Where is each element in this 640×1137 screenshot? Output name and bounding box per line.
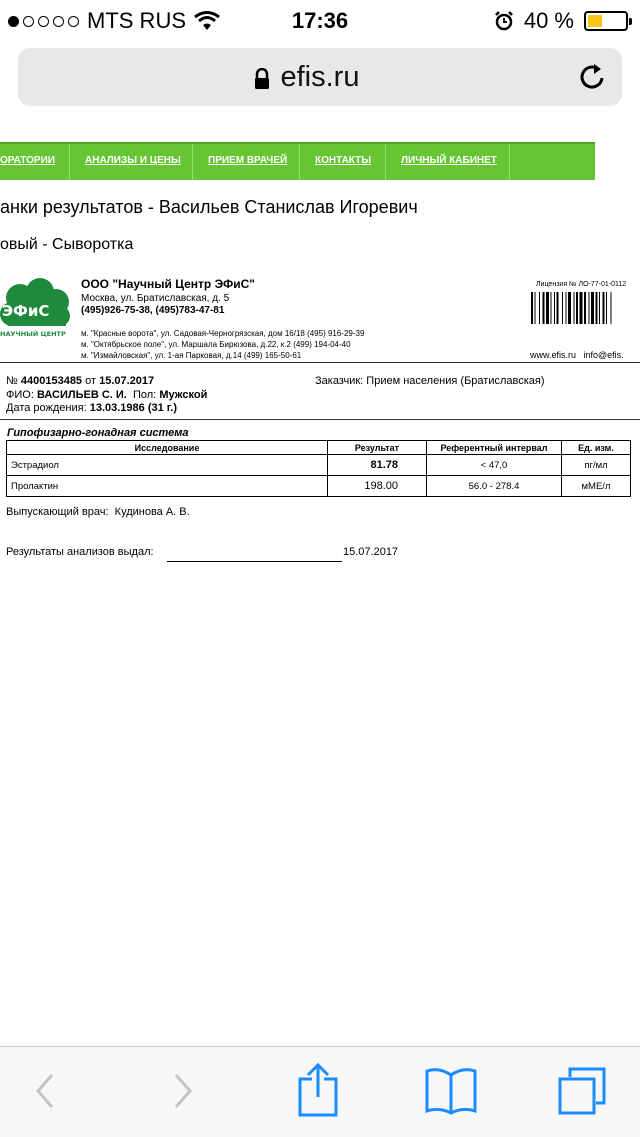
license-number: Лицензия № ЛО-77-01-0112 [536,281,627,288]
barcode-bar [566,292,567,324]
share-icon[interactable] [296,1061,340,1117]
col-header-test: Исследование [7,441,328,455]
col-header-result: Результат [328,441,427,455]
metro-line: м. "Красные ворота", ул. Садовая-Черногрязская, дом 16/18 (495) 916-29-39 [81,329,365,338]
col-header-unit: Ед. изм. [562,441,631,455]
barcode-bar [611,292,612,324]
cell-unit: мМЕ/л [562,476,631,497]
barcode-bar [596,292,598,324]
barcode-bar [539,292,540,324]
efis-logo [0,278,72,340]
page-subtitle: овый - Сыворотка [0,236,134,253]
clock: 17:36 [291,8,349,33]
back-icon[interactable] [30,1067,60,1115]
site-contacts [530,350,624,360]
cell-test: Эстрадиол [7,455,328,476]
divider [0,362,640,363]
carrier-name: MTS RUS [87,8,186,33]
barcode-bar [562,292,563,324]
alarm-clock-icon [494,11,514,31]
cell-unit: пг/мл [562,455,631,476]
divider [0,419,640,420]
issuing-doctor: Выпускающий врач: Кудинова А. В. [6,506,190,518]
nav-item-cabinet[interactable]: ЛИЧНЫЙ КАБИНЕТ [401,155,497,166]
battery-percent: 40 % [523,8,574,33]
logo-subtext: НАУЧНЫЙ ЦЕНТР [0,330,66,338]
barcode-icon [531,292,640,324]
issued-label: Результаты анализов выдал: [6,546,154,558]
barcode-bar [591,292,594,324]
forward-icon[interactable] [168,1067,198,1115]
bookmarks-icon[interactable] [424,1065,478,1115]
org-name: ООО "Научный Центр ЭФиС" [81,277,255,291]
issued-date: 15.07.2017 [343,546,399,558]
signature-line [167,561,342,562]
barcode-bar [584,292,586,324]
table-header-row [7,441,631,455]
barcode-bar [546,292,549,324]
section-title: Гипофизарно-гонадная система [7,427,189,439]
barcode-bar [531,292,533,324]
barcode-bar [557,292,559,324]
barcode-bar [606,292,607,324]
reload-icon[interactable] [578,62,608,92]
tabs-icon[interactable] [556,1065,608,1117]
patient-info: ФИО: ВАСИЛЬЕВ С. И. Пол: Мужской [6,389,208,401]
table-row [7,455,631,476]
org-phones: (495)926-75-38, (495)783-47-81 [81,305,225,316]
address-bar[interactable] [18,48,622,106]
status-right [494,8,628,34]
barcode-bar [599,292,600,324]
cell-result: 81.78 [328,455,427,476]
patient-dob: Дата рождения: 13.03.1986 (31 г.) [6,402,177,414]
barcode-bar [580,292,583,324]
cell-result: 198.00 [328,476,427,497]
battery-icon [584,11,628,31]
nav-item-analyses-prices[interactable]: АНАЛИЗЫ И ЦЕНЫ [85,155,181,166]
barcode-bar [576,292,578,324]
page-title: анки результатов - Васильев Станислав Игоревич [0,197,418,217]
cell-reference: 56.0 - 278.4 [427,476,562,497]
results-table [6,440,631,497]
site-nav [0,142,595,180]
logo-text: ЭФиС [2,302,50,320]
barcode-bar [535,292,536,324]
barcode-bar [574,292,575,324]
site-url[interactable]: www.efis.ru [530,350,577,360]
barcode-bar [589,292,590,324]
barcode-bar [568,292,571,324]
status-bar [0,0,640,40]
nav-item-laboratories[interactable]: ОРАТОРИИ [0,155,55,166]
metro-line: м. "Октябрьское поле", ул. Маршала Бирюзова, д.22, к.2 (499) 194-04-40 [81,340,351,349]
metro-line: м. "Измайловская", ул. 1-ая Парковая, д.14 (499) 165-50-61 [81,351,302,360]
barcode-bar [554,292,555,324]
order-number: № 4400153485 от 15.07.2017 [6,375,155,387]
url-text[interactable]: efis.ru [280,61,360,93]
barcode-bar [551,292,552,324]
order-customer: Заказчик: Прием населения (Братиславская) [315,375,545,387]
table-row [7,476,631,497]
site-email[interactable]: info@efis. [583,350,624,360]
org-address: Москва, ул. Братиславская, д. 5 [81,293,230,304]
nav-item-contacts[interactable]: КОНТАКТЫ [315,155,372,166]
cell-test: Пролактин [7,476,328,497]
nav-item-doctors[interactable]: ПРИЕМ ВРАЧЕЙ [208,155,288,166]
barcode-bar [543,292,545,324]
barcode-bar [603,292,605,324]
col-header-reference: Референтный интервал [427,441,562,455]
cell-reference: < 47,0 [427,455,562,476]
browser-toolbar [0,1046,640,1137]
